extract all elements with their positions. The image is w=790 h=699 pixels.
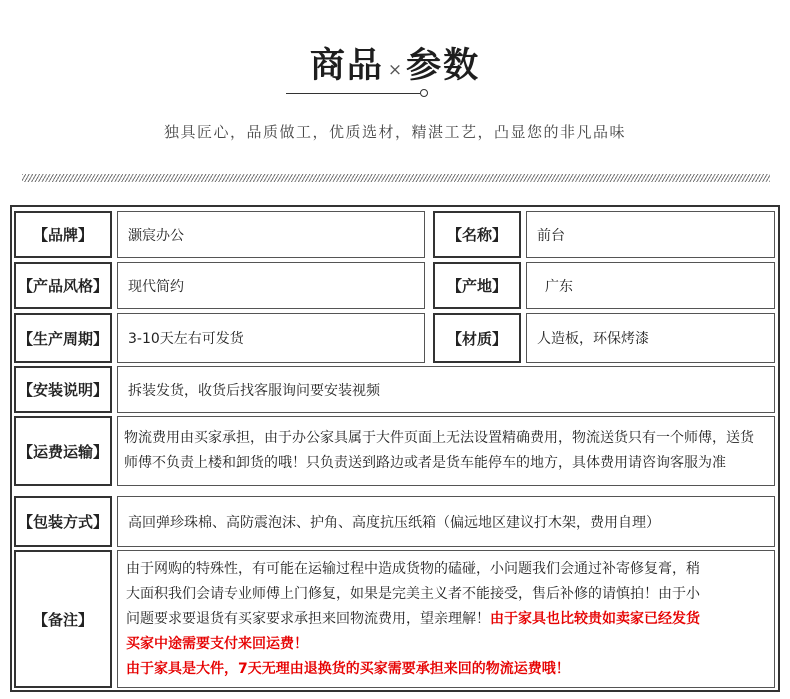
packaging-value: 高回弹珍珠棉、高防震泡沫、护角、高度抗压纸箱（偏远地区建议打木架，费用自理） xyxy=(117,496,775,547)
title-underline-circle xyxy=(420,89,428,97)
title-underline xyxy=(286,93,420,94)
cycle-label: 【生产周期】 xyxy=(14,313,112,363)
hatched-divider xyxy=(22,174,770,182)
install-value: 拆装发货，收货后找客服询问要安装视频 xyxy=(117,366,775,413)
packaging-label: 【包装方式】 xyxy=(14,496,112,547)
notes-warning: 由于家具也比较贵如卖家已经发货 xyxy=(490,610,700,627)
notes-value xyxy=(117,550,775,688)
title-right: 参数 xyxy=(406,45,481,86)
notes-warning: 买家中途需要支付来回运费！ xyxy=(126,635,308,652)
name-label: 【名称】 xyxy=(433,211,521,258)
material-label: 【材质】 xyxy=(433,313,521,363)
style-label: 【产品风格】 xyxy=(14,262,112,309)
subtitle: 独具匠心，品质做工，优质选材，精湛工艺，凸显您的非凡品味 xyxy=(163,123,626,141)
origin-label: 【产地】 xyxy=(433,262,521,309)
install-label: 【安装说明】 xyxy=(14,366,112,413)
notes-line: 大面积我们会请专业师傅上门修复，如果是完美主义者不能接受，售后补修的请慎拍！由于小 xyxy=(126,585,700,602)
shipping-line: 物流费用由买家承担，由于办公家具属于大件页面上无法设置精确费用，物流送货只有一个师傅，送货 xyxy=(124,430,754,446)
title-left: 商品 xyxy=(309,45,384,86)
page-title xyxy=(0,38,790,88)
notes-warning: 由于家具是大件，7天无理由退换货的买家需要承担来回的物流运费哦！ xyxy=(126,660,570,677)
style-value: 现代简约 xyxy=(117,262,425,309)
notes-line: 由于网购的特殊性，有可能在运输过程中造成货物的磕碰，小问题我们会通过补寄修复膏，稍 xyxy=(126,560,700,577)
shipping-value xyxy=(117,416,775,486)
shipping-line: 师傅不负责上楼和卸货的哦！只负责送到路边或者是货车能停车的地方，具体费用请咨询客服为准 xyxy=(124,455,726,471)
notes-label: 【备注】 xyxy=(14,550,112,688)
brand-label: 【品牌】 xyxy=(14,211,112,258)
title-separator: × xyxy=(387,60,403,80)
brand-value: 灏宸办公 xyxy=(117,211,425,258)
shipping-label: 【运费运输】 xyxy=(14,416,112,486)
notes-line xyxy=(126,607,700,632)
name-value: 前台 xyxy=(526,211,775,258)
material-value: 人造板，环保烤漆 xyxy=(526,313,775,363)
origin-value: 广东 xyxy=(526,262,775,309)
cycle-value: 3-10天左右可发货 xyxy=(117,313,425,363)
notes-text: 问题要求要退货有买家要求承担来回物流费用，望亲理解！ xyxy=(126,610,490,627)
